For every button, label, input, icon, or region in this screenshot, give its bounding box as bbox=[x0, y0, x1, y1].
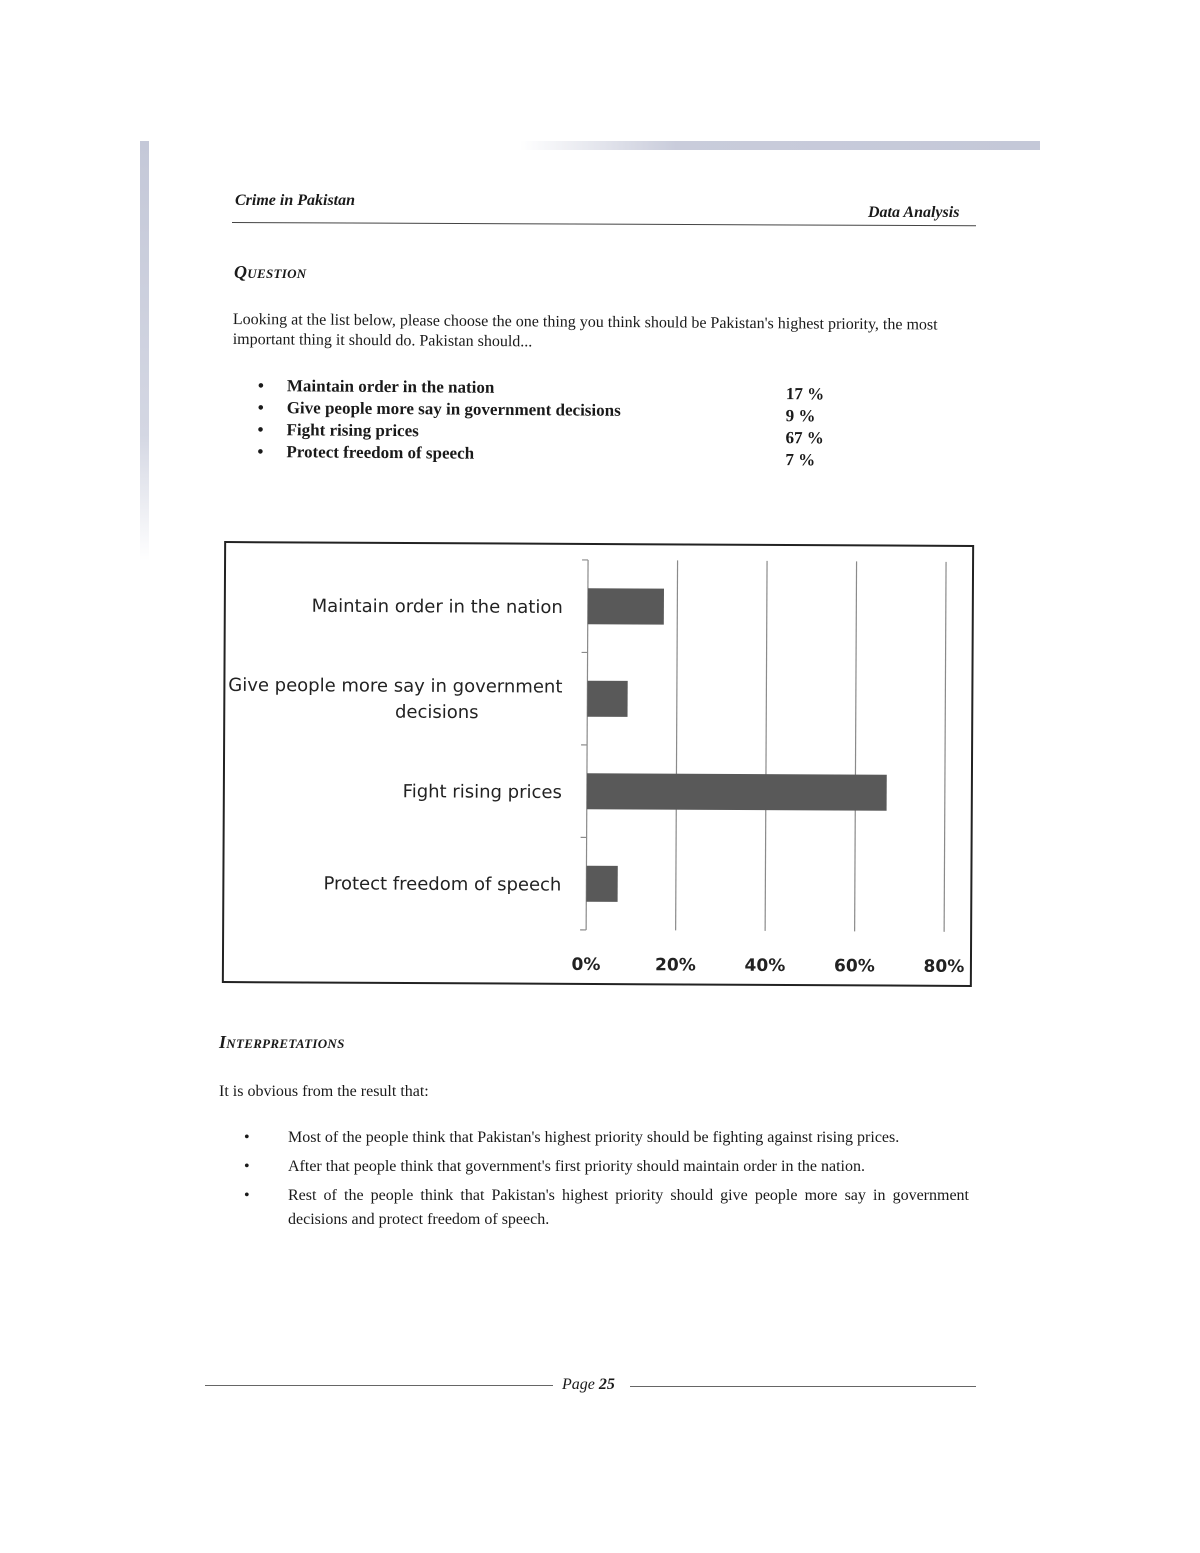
interpretation-text: Most of the people think that Pakistan's highest priority should be fighting against rising prices. bbox=[288, 1129, 900, 1146]
interpretations-list bbox=[244, 1126, 969, 1237]
category-label bbox=[312, 596, 563, 618]
category-label-line: Fight rising prices bbox=[402, 781, 562, 804]
bar bbox=[588, 588, 664, 624]
interpretation-item bbox=[244, 1184, 969, 1232]
interpretations-heading: Interpretations bbox=[219, 1032, 345, 1052]
bullet-icon: • bbox=[257, 419, 264, 440]
gridline bbox=[855, 561, 857, 931]
interpretation-item bbox=[244, 1126, 969, 1150]
x-tick-label: 40% bbox=[744, 955, 786, 976]
option-percent: 67 % bbox=[785, 428, 824, 448]
gridline bbox=[944, 562, 946, 932]
x-tick-label: 20% bbox=[655, 955, 696, 976]
page-number-value: 25 bbox=[598, 1376, 615, 1393]
category-label bbox=[323, 873, 561, 895]
interpretation-text: Rest of the people think that Pakistan's highest priority should give people more say in government decisions and protect freedom of speech. bbox=[288, 1187, 969, 1228]
footer-rule-left bbox=[205, 1385, 553, 1386]
bar bbox=[587, 681, 627, 717]
question-heading: Question bbox=[234, 262, 307, 282]
interpretations-intro: It is obvious from the result that: bbox=[219, 1083, 429, 1100]
category-label-line: decisions bbox=[394, 701, 479, 724]
gridline bbox=[676, 560, 678, 930]
bar-chart bbox=[222, 541, 974, 987]
question-text: Looking at the list below, please choose the one thing you think should be Pakistan's highest priority, the most important thing it should do. Pakistan should... bbox=[232, 310, 938, 351]
option-percent: 9 % bbox=[785, 406, 816, 426]
option-label: Fight rising prices bbox=[286, 420, 419, 441]
page-prefix: Page bbox=[562, 1376, 595, 1393]
header-rule bbox=[232, 222, 976, 226]
page-number bbox=[562, 1376, 615, 1394]
bullet-icon: • bbox=[244, 1187, 250, 1204]
option-percent: 17 % bbox=[785, 384, 825, 404]
bullet-icon: • bbox=[244, 1129, 250, 1146]
bullet-icon: • bbox=[257, 376, 264, 396]
option-label: Give people more say in government decisions bbox=[286, 398, 621, 420]
category-label bbox=[403, 781, 562, 803]
option-list bbox=[257, 376, 848, 469]
gridline bbox=[765, 561, 767, 931]
bullet-icon: • bbox=[257, 397, 264, 418]
x-tick-label: 80% bbox=[923, 956, 965, 977]
bullet-icon: • bbox=[244, 1158, 250, 1175]
category-label bbox=[228, 675, 562, 724]
footer-rule-right bbox=[630, 1386, 976, 1387]
scan-shadow-top bbox=[520, 141, 1040, 150]
running-head-left: Crime in Pakistan bbox=[235, 192, 356, 209]
interpretation-text: After that people think that government's first priority should maintain order in the nation. bbox=[288, 1158, 865, 1175]
option-label: Protect freedom of speech bbox=[286, 442, 475, 463]
category-label-line: Give people more say in government bbox=[228, 674, 563, 698]
running-head-right: Data Analysis bbox=[868, 204, 960, 221]
bar bbox=[587, 773, 887, 811]
category-label-line: Maintain order in the nation bbox=[311, 595, 563, 619]
bar-chart-svg bbox=[224, 543, 972, 985]
option-item bbox=[257, 442, 847, 469]
bar bbox=[586, 866, 618, 902]
x-tick-label: 0% bbox=[571, 954, 601, 976]
interpretation-item bbox=[244, 1155, 969, 1179]
bullet-icon: • bbox=[257, 441, 264, 462]
x-tick-label: 60% bbox=[834, 956, 875, 977]
option-percent: 7 % bbox=[785, 450, 816, 470]
category-label-line: Protect freedom of speech bbox=[323, 873, 562, 896]
option-label: Maintain order in the nation bbox=[286, 376, 495, 397]
scan-shadow-left bbox=[140, 141, 149, 561]
